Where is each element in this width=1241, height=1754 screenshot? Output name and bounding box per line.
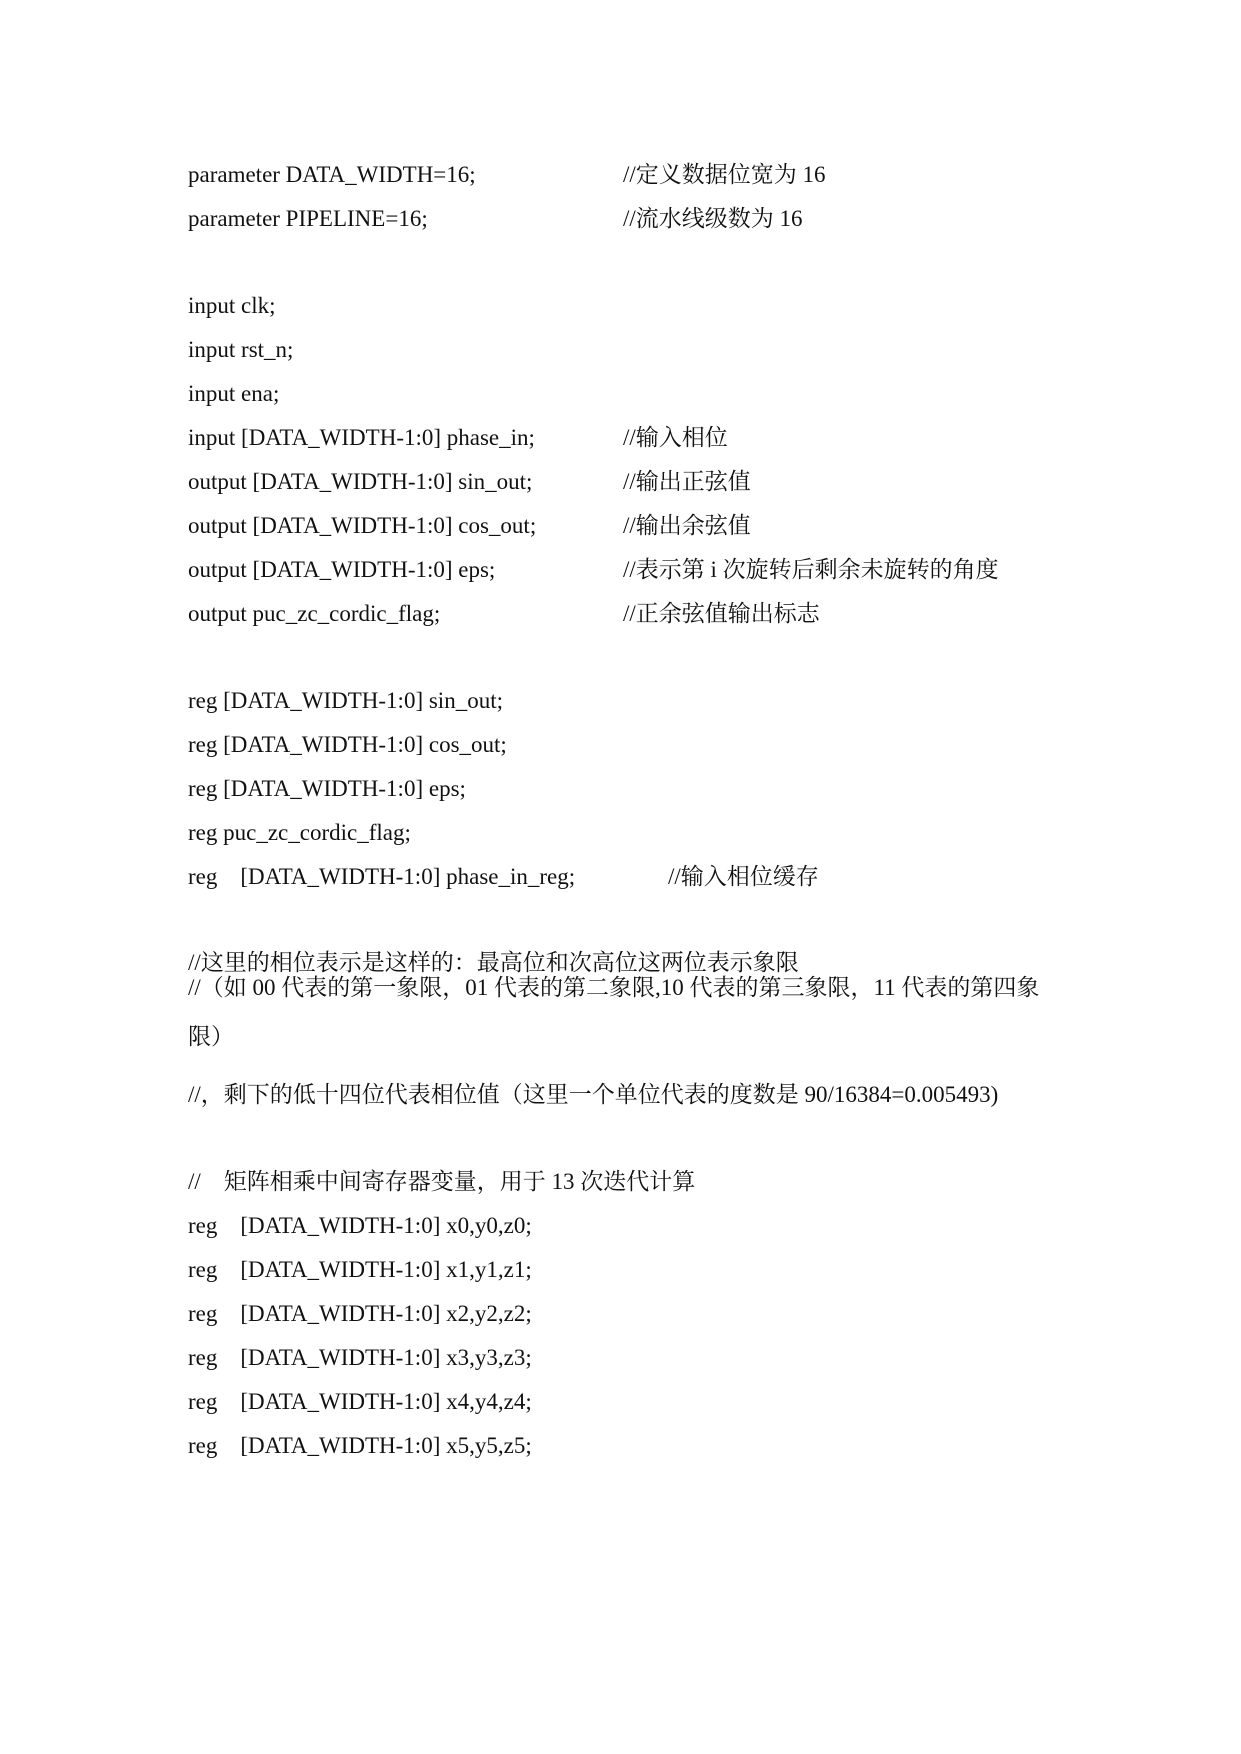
code-text: output [DATA_WIDTH-1:0] sin_out; xyxy=(188,469,533,494)
code-text: input [DATA_WIDTH-1:0] phase_in; xyxy=(188,425,535,450)
code-line xyxy=(188,330,294,370)
code-line xyxy=(188,286,276,326)
code-text: input ena; xyxy=(188,381,280,406)
code-text: reg [DATA_WIDTH-1:0] x5,y5,z5; xyxy=(188,1433,532,1458)
code-comment: //输出正弦值 xyxy=(623,469,751,494)
code-text: input rst_n; xyxy=(188,337,294,362)
code-text: output puc_zc_cordic_flag; xyxy=(188,601,441,626)
code-text: parameter PIPELINE=16; xyxy=(188,206,428,231)
code-comment: //定义数据位宽为 16 xyxy=(623,162,826,187)
code-text: parameter DATA_WIDTH=16; xyxy=(188,162,476,187)
code-text: reg [DATA_WIDTH-1:0] sin_out; xyxy=(188,688,503,713)
code-text: output [DATA_WIDTH-1:0] cos_out; xyxy=(188,513,537,538)
code-line xyxy=(188,199,803,239)
comment-paragraph: //（如 00 代表的第一象限，01 代表的第二象限,10 代表的第三象限，11 代表的第四象限） xyxy=(188,975,1040,1049)
code-line xyxy=(188,769,466,809)
code-text: reg puc_zc_cordic_flag; xyxy=(188,820,411,845)
code-text: reg [DATA_WIDTH-1:0] x4,y4,z4; xyxy=(188,1389,532,1414)
code-line xyxy=(188,418,728,458)
code-comment: //正余弦值输出标志 xyxy=(623,601,820,626)
code-text: reg [DATA_WIDTH-1:0] x0,y0,z0; xyxy=(188,1213,532,1238)
code-text: reg [DATA_WIDTH-1:0] x1,y1,z1; xyxy=(188,1257,532,1282)
code-text: reg [DATA_WIDTH-1:0] x3,y3,z3; xyxy=(188,1345,532,1370)
code-line xyxy=(188,1426,532,1466)
code-line xyxy=(188,681,503,721)
code-line xyxy=(188,1250,532,1290)
code-comment: //流水线级数为 16 xyxy=(623,206,803,231)
note-text: // 矩阵相乘中间寄存器变量，用于 13 次迭代计算 xyxy=(188,1169,696,1194)
code-text: input clk; xyxy=(188,293,276,318)
code-line xyxy=(188,550,999,590)
code-line xyxy=(188,462,751,502)
code-line xyxy=(188,1382,532,1422)
code-line xyxy=(188,813,411,853)
code-line xyxy=(188,1294,532,1334)
code-line xyxy=(188,374,280,414)
code-line xyxy=(188,155,826,195)
code-text: reg [DATA_WIDTH-1:0] eps; xyxy=(188,776,466,801)
code-comment: //表示第 i 次旋转后剩余未旋转的角度 xyxy=(623,557,999,582)
code-line xyxy=(188,506,751,546)
code-line xyxy=(188,594,820,634)
code-comment: //输入相位 xyxy=(623,425,728,450)
code-text: reg [DATA_WIDTH-1:0] x2,y2,z2; xyxy=(188,1301,532,1326)
code-text: reg [DATA_WIDTH-1:0] phase_in_reg; xyxy=(188,864,576,889)
comment-line xyxy=(188,1162,696,1202)
code-line xyxy=(188,1338,532,1378)
note-text: //，剩下的低十四位代表相位值（这里一个单位代表的度数是 90/16384=0.005493) xyxy=(188,1082,999,1107)
comment-line xyxy=(188,1075,999,1115)
note-text: //这里的相位表示是这样的：最高位和次高位这两位表示象限 xyxy=(188,950,799,975)
code-comment: //输入相位缓存 xyxy=(668,864,819,889)
code-comment: //输出余弦值 xyxy=(623,513,751,538)
code-text: output [DATA_WIDTH-1:0] eps; xyxy=(188,557,496,582)
code-text: reg [DATA_WIDTH-1:0] cos_out; xyxy=(188,732,507,757)
code-line xyxy=(188,725,507,765)
code-line xyxy=(188,1206,532,1246)
code-line xyxy=(188,857,819,897)
